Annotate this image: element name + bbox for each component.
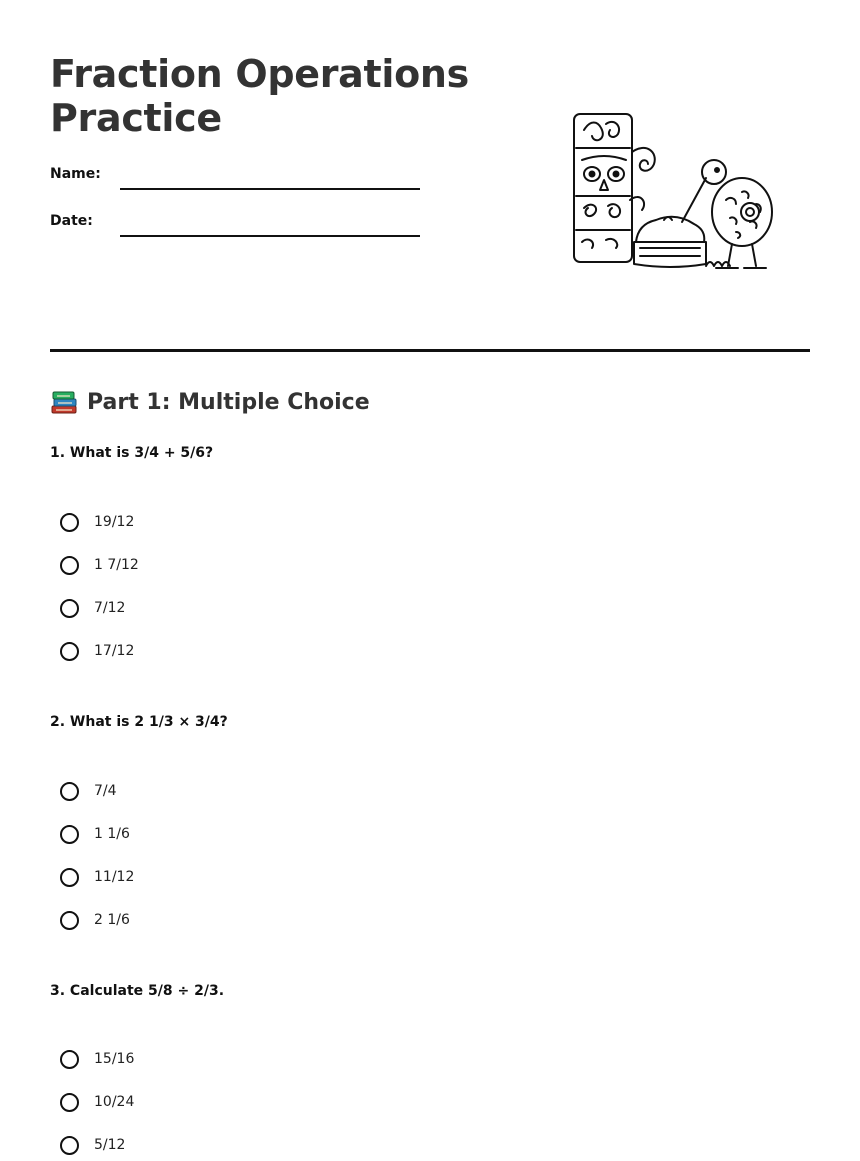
q3-option-a[interactable] <box>60 1046 134 1072</box>
q2-option-a[interactable] <box>60 778 117 804</box>
question-3: 3. Calculate 5/8 ÷ 2/3. <box>50 983 225 999</box>
radio-button[interactable] <box>60 513 79 532</box>
q3-option-b[interactable] <box>60 1089 134 1115</box>
date-field[interactable] <box>50 207 420 237</box>
q2-option-b[interactable] <box>60 821 130 847</box>
question-1: 1. What is 3/4 + 5/6? <box>50 445 214 461</box>
carved-pole-icon <box>574 114 655 262</box>
q1-option-d[interactable] <box>60 638 134 664</box>
name-input-line[interactable] <box>120 188 420 190</box>
kiwi-bird-icon <box>682 160 772 268</box>
radio-button[interactable] <box>60 556 79 575</box>
section-heading-text: Part 1: Multiple Choice <box>87 389 370 415</box>
section-heading <box>50 388 370 416</box>
worksheet-title: Fraction Operations Practice <box>50 52 469 140</box>
q1-option-c[interactable] <box>60 595 125 621</box>
tiki-kiwi-illustration <box>566 108 776 278</box>
q2-option-d[interactable] <box>60 907 130 933</box>
option-label: 2 1/6 <box>94 912 130 928</box>
radio-button[interactable] <box>60 1050 79 1069</box>
option-label: 15/16 <box>94 1051 135 1067</box>
radio-button[interactable] <box>60 911 79 930</box>
option-label: 10/24 <box>94 1094 135 1110</box>
date-label: Date: <box>50 213 93 229</box>
radio-button[interactable] <box>60 825 79 844</box>
q2-option-c[interactable] <box>60 864 134 890</box>
name-field[interactable] <box>50 160 420 190</box>
name-label: Name: <box>50 166 101 182</box>
radio-button[interactable] <box>60 782 79 801</box>
radio-button[interactable] <box>60 599 79 618</box>
radio-button[interactable] <box>60 1093 79 1112</box>
option-label: 5/12 <box>94 1137 126 1153</box>
radio-button[interactable] <box>60 868 79 887</box>
q1-option-a[interactable] <box>60 509 134 535</box>
date-input-line[interactable] <box>120 235 420 237</box>
option-label: 1 7/12 <box>94 557 139 573</box>
q1-option-b[interactable] <box>60 552 139 578</box>
books-icon <box>50 388 78 416</box>
option-label: 17/12 <box>94 643 135 659</box>
question-2: 2. What is 2 1/3 × 3/4? <box>50 714 228 730</box>
option-label: 7/4 <box>94 783 117 799</box>
option-label: 19/12 <box>94 514 135 530</box>
radio-button[interactable] <box>60 1136 79 1155</box>
option-label: 1 1/6 <box>94 826 130 842</box>
option-label: 7/12 <box>94 600 126 616</box>
q3-option-c[interactable] <box>60 1132 125 1158</box>
pavlova-icon <box>634 217 706 267</box>
option-label: 11/12 <box>94 869 135 885</box>
radio-button[interactable] <box>60 642 79 661</box>
section-divider <box>50 349 810 352</box>
